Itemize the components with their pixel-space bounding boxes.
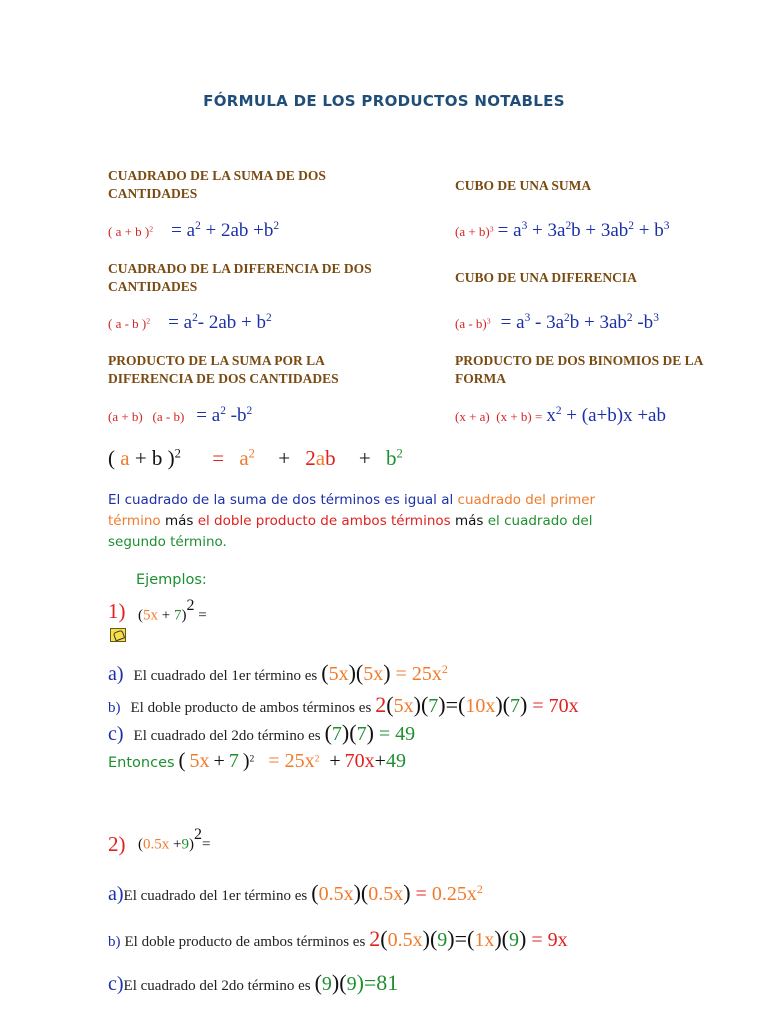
formula-diff-cube: $(a - b)^3 = a^3 - 3a^2b + 3ab^2$ $-b^3$: [455, 312, 659, 333]
example1-step-b: b) El doble producto de ambos términos es 2(5x)(7)=(10x)(7) = 70x: [108, 692, 579, 717]
example2-expression: $(0.5x +9)^2=$: [138, 826, 211, 853]
heading-diff-square: CUADRADO DE LA DIFERENCIA DE DOS CANTIDADES: [108, 261, 372, 294]
example1-step-c: c) El cuadrado del 2do término es (7)(7) = 49: [108, 720, 416, 745]
example1-step-a: a) El cuadrado del 1er término es $(5x)(5x) = 25x^2$: [108, 660, 448, 685]
formula-sum-square: ( a + b )$^2 = a^2 + 2ab +b^2$: [108, 220, 280, 241]
clip-icon[interactable]: [110, 628, 126, 642]
example1-expression: $(5x + 7)^2$ =: [138, 597, 207, 624]
heading-sum-by-diff: PRODUCTO DE LA SUMA POR LA DIFERENCIA DE DOS CANTIDADES: [108, 353, 339, 386]
formula-diff-square: ( a - b )$^2 = a^2-$ $2ab + b^2$: [108, 312, 272, 333]
heading-binomials: PRODUCTO DE DOS BINOMIOS DE LA FORMA: [455, 353, 703, 386]
formula-sum-by-diff: (a + b) $(a - b) = a^2$ $-b^2$: [108, 405, 253, 426]
formula-binomials: (x + a) $(x + b) = x^2 + (a+b)x +ab$: [455, 405, 666, 426]
big-formula: ( a + b )$^2 = a^2 + 2ab + b^2$: [108, 446, 403, 470]
example2-number: 2): [108, 832, 126, 856]
page-title: FÓRMULA DE LOS PRODUCTOS NOTABLES: [203, 92, 565, 110]
heading-sum-square: CUADRADO DE LA SUMA DE DOS CANTIDADES: [108, 168, 326, 201]
heading-sum-cube: CUBO DE UNA SUMA: [455, 178, 592, 193]
formula-sum-cube: $(a + b)^3 = a^3 + 3a^2b + 3ab^2 + b^3$: [455, 220, 670, 241]
heading-diff-cube: CUBO DE UNA DIFERENCIA: [455, 270, 637, 285]
example1-result: Entonces ( 5x + 7 )$^2 = 25x^2 + 70x+49$: [108, 748, 406, 772]
example2-step-a: a)El cuadrado del 1er término es $(0.5x)(0.5x) = 0.25x^2$: [108, 880, 483, 905]
example2-step-c: c)El cuadrado del 2do término es (9)(9)=81: [108, 970, 399, 995]
example1-number: 1): [108, 599, 126, 623]
explanation-text: El cuadrado de la suma de dos términos es igual al cuadrado del primer término más el doble producto de ambos términos más el cuadrado del segundo término.: [108, 492, 596, 550]
example2-step-b: b) El doble producto de ambos términos es 2(0.5x)(9)=(1x)(9) = 9x: [108, 926, 568, 951]
examples-label: Ejemplos:: [136, 572, 207, 588]
